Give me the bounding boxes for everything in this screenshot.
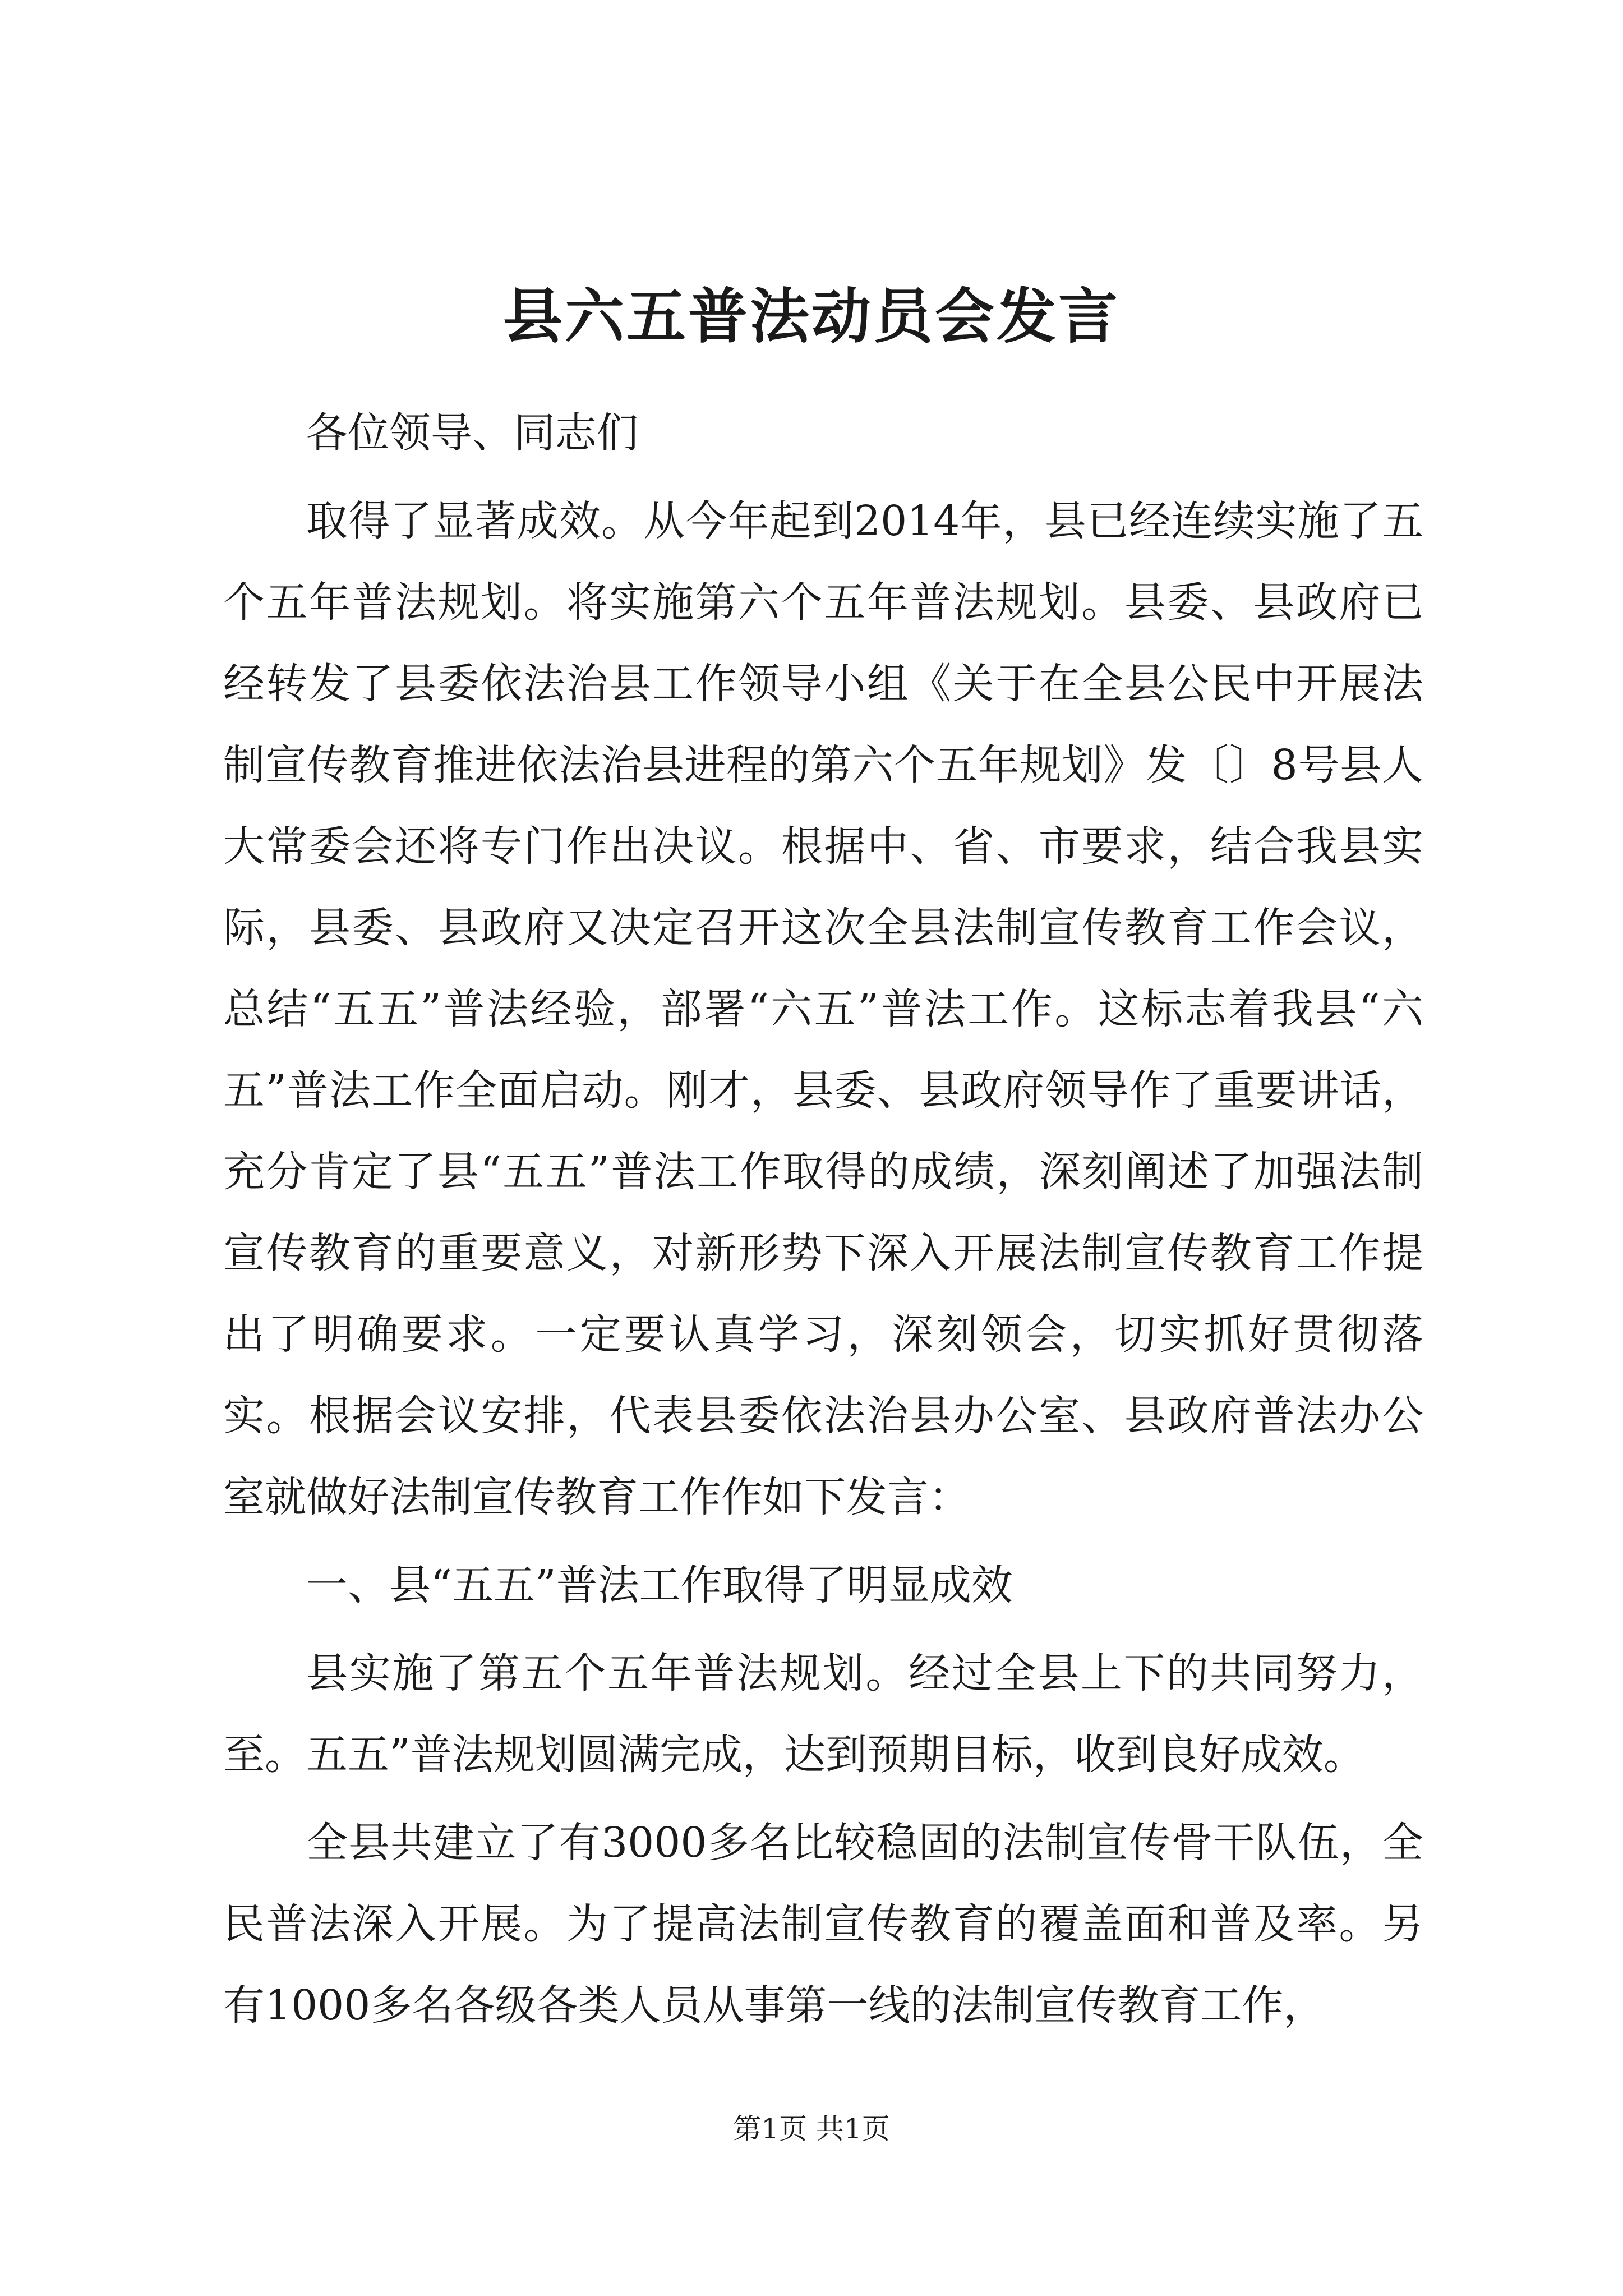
- salutation-paragraph: 各位领导、同志们: [306, 409, 638, 457]
- page-footer: 第1页 共1页: [733, 2113, 890, 2145]
- intro-paragraph: 取得了显著成效。从今年起到2014年，县已经连续实施了五个五年普法规划。将实施第六个五年普法规划。县委、县政府已经转发了县委依法治县工作领导小组《关于在全县公民中开展法制宣传教育推进依法治县进程的第六个五年规划》发〔〕8号县人大常委会还将专门作出决议。根据中、省、市要求，结合我县实际，县委、县政府又决定召开这次全县法制宣传教育工作会议，总结“五五”普法经验，部署“六五”普法工作。这标志着我县“六五”普法工作全面启动。刚才，县委、县政府领导作了重要讲话，充分肯定了县“五五”普法工作取得的成绩，深刻阐述了加强法制宣传教育的重要意义，对新形势下深入开展法制宣传教育工作提出了明确要求。一定要认真学习，深刻领会，切实抓好贯彻落实。根据会议安排，代表县委依法治县办公室、县政府普法办公室就做好法制宣传教育工作作如下发言：: [223, 497, 1423, 1521]
- document-title: 县六五普法动员会发言: [503, 281, 1120, 351]
- section-heading: 一、县“五五”普法工作取得了明显成效: [306, 1561, 1013, 1609]
- body-paragraph: 全县共建立了有3000多名比较稳固的法制宣传骨干队伍，全民普法深入开展。为了提高法制宣传教育的覆盖面和普及率。另有1000多名各级各类人员从事第一线的法制宣传教育工作，: [223, 1819, 1423, 2030]
- document-body: [223, 393, 1423, 2046]
- body-paragraph: 县实施了第五个五年普法规划。经过全县上下的共同努力，至。五五”普法规划圆满完成，达到预期目标，收到良好成效。: [223, 1649, 1423, 1779]
